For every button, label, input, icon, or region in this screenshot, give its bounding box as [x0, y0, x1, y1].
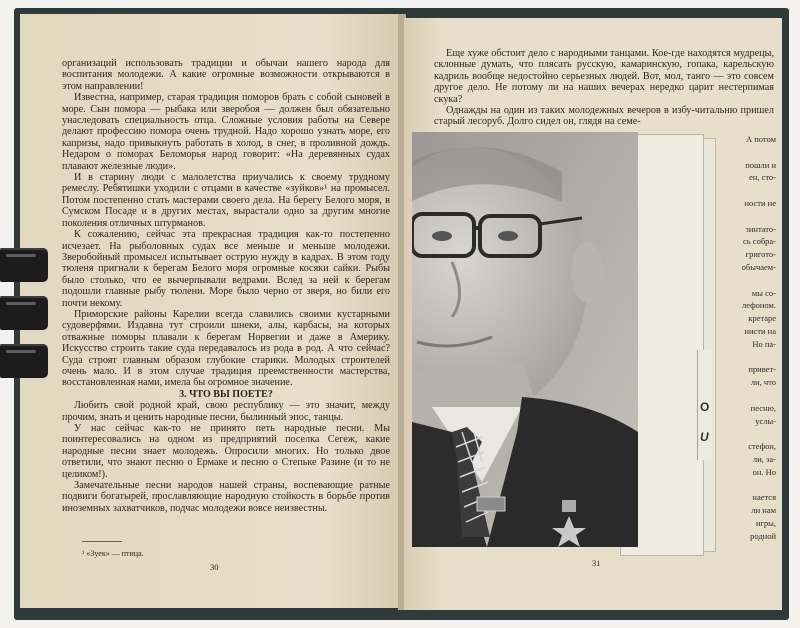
clipping-edge-line: Но па-	[752, 338, 776, 349]
clipping-edge-line: нисти на	[744, 325, 776, 336]
clipping-edge-line: А потом	[745, 134, 776, 144]
clipping-edge-line: ли, что	[750, 377, 776, 388]
paragraph: организаций использовать традиции и обычаи нашего народа для воспитания молодежи. А какие огромные возможности открываются в этом направлении!	[62, 58, 390, 92]
section-heading: 3. ЧТО ВЫ ПОЕТЕ?	[179, 388, 273, 400]
footnote-rule	[82, 541, 122, 542]
clipping-edge-line: кретаре	[748, 313, 776, 324]
clip-shine	[6, 302, 36, 305]
footnote: ¹ «Зуек» — птица.	[82, 549, 144, 558]
left-page	[20, 14, 400, 608]
clip-shine	[6, 254, 36, 257]
paragraph: У нас сейчас как-то не принято петь народные песни. Мы поинтересовались на одном из предприятий поселка Сегеж, какие народные песни знает молодежь. Опросили многих. Но только двое ответили, что знают песню о Ермаке и песню о Степьке Разине (и то не целиком!).	[62, 423, 390, 480]
paragraph: Замечательные песни народов нашей страны, воспевающие ратные подвиги богатырей, прославляющие народную стойкость в борьбе против иноземных захватчиков, подчас молодежи вовсе неизвестны.	[62, 480, 390, 514]
paragraph: Приморские районы Карелии всегда славились своими кустарными судоверфями. Издавна тут строили шнеки, алы, карбасы, на которых отважные поморы плавали к берегам Норвегии и даже в Америку. Искусство строить такие суда передавалось из рода в род. А что сейчас? Суда строят главным образом глубокие старики. Молодых строителей очень мало. И в этом случае традиция преемственности мастерства, восстановленная нами, имела бы огромное значение.	[62, 308, 390, 389]
clipping-edge-line: игры,	[755, 517, 776, 528]
clipping-tab	[697, 350, 712, 460]
right-page-text	[434, 48, 774, 128]
clipping-edge-line: мы со-	[751, 287, 776, 298]
clipping-edge-line: услы-	[755, 415, 776, 426]
clipping-edge-line: привет-	[748, 364, 776, 375]
clipping-edge-line: пошли и	[745, 159, 776, 170]
clipping-edge-line: сь собра-	[743, 236, 776, 247]
clipping-edge-line	[704, 273, 776, 286]
clipping-edge-line: обычаем-	[741, 261, 776, 272]
clipping-edge-line	[704, 209, 776, 222]
paragraph: Еще хуже обстоит дело с народными танцами. Кое-где находятся мудрецы, склонные думать, что плясать русскую, камаринскую, гопака, карельскую кадриль вообще недостойно серьезных людей. Вот, мол, танго — это совсем другое дело. Не потому ли на наших вечерах нередко царит нестерпимая скука?	[434, 48, 774, 105]
clipping-edge-line	[704, 478, 776, 491]
clipping-edge-line	[704, 350, 776, 363]
page-number-left: 30	[210, 562, 219, 572]
clipping-edge-line: григото-	[745, 249, 776, 260]
clipping-edge-line: стефон,	[748, 441, 776, 452]
clipping-edge-line: песню,	[750, 402, 776, 413]
binder-clip	[0, 248, 48, 382]
clipping-edge-line	[704, 388, 776, 401]
paragraph: И в старину люди с малолетства приучались к своему трудному ремеслу. Ребятишки уходили с отцами в качестве «зуйков»¹ на промысел. Потом постепенно стать мастерами своего дела. На берегу Белого моря, в Сумском Посаде и в других местах, вырастали одно за другим многие поколения отличных штурманов.	[62, 172, 390, 229]
page-number-right: 31	[592, 558, 601, 568]
clipping-edge-line: ли, за-	[752, 453, 776, 464]
left-page-text	[62, 58, 390, 514]
portrait-photo	[412, 132, 638, 547]
clipping-edge-line: ен, сто-	[748, 172, 776, 183]
paragraph: Однажды на один из таких молодежных вечеров в избу-читальню пришел старый лесоруб. Долго сидел он, глядя на семе-	[434, 105, 774, 128]
clipping-edge-line: нается	[752, 492, 776, 503]
paragraph: Известна, например, старая традиция поморов брать с собой сыновей в море. Сын помора — рыбака или зверобоя — должен был обязательно унаследовать специальность отца. Сложные условия работы на Севере делают профессию помора очень трудной. Надо хорошо узнать море, его капризы, надо привыкнуть работать в холод, в снег, в проливной дождь. Недаром о поморах Беломорья народ говорит: «На деревянных судах плавают железные люди».	[62, 92, 390, 172]
clipping-edge-line: ности не	[744, 197, 776, 208]
clipping-edge-line: лефоном.	[741, 300, 776, 311]
portrait-image	[412, 132, 638, 547]
clip-shine	[6, 350, 36, 353]
clipping-edge-line: родной	[750, 530, 776, 541]
clipping-edge-text	[704, 132, 776, 542]
clipping-edge-line	[704, 145, 776, 158]
clipping-edge-line: он. Но	[752, 466, 776, 477]
clipping-edge-line	[704, 183, 776, 196]
paragraph: Любить свой родной край, свою республику — это значит, между прочим, знать и ценить народные песни, былинный эпос, танцы.	[62, 400, 390, 423]
clipping-edge-line	[704, 426, 776, 439]
clipping-tab-mark: U	[700, 430, 709, 444]
clipping-tab-mark: О	[700, 400, 710, 414]
clipping-edge-line: зинтато-	[745, 223, 776, 234]
clipping-edge-line: ли нам	[751, 505, 776, 516]
paragraph: К сожалению, сейчас эта прекрасная традиция как-то постепенно исчезает. На рыболовных судах все меньше и меньше молодежи. Зверобойный промысел испытывает острую нужду в кадрах. В этом году тюленя пригнали к берегам Белого моря огромные косяки сайки. Рыбы было столько, что ее вычерпывали ведрами. Вслед за ней к берегам подошли главные рыбу тюлени. Море было черно от зверя, но били его почти некому.	[62, 229, 390, 309]
